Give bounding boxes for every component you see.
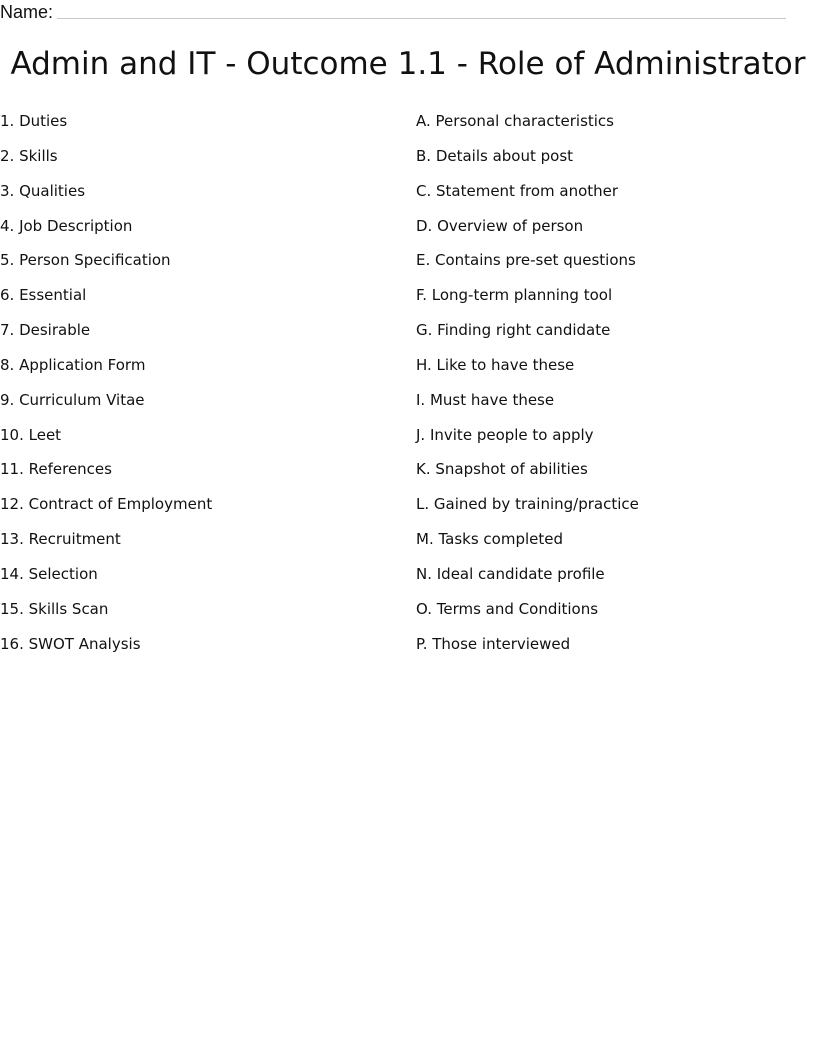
term-item: 10. Leet	[0, 425, 62, 444]
term-item: 6. Essential	[0, 286, 87, 305]
term-item: 12. Contract of Employment	[0, 495, 213, 514]
name-row	[0, 0, 790, 22]
definition-item: I. Must have these	[416, 390, 555, 409]
definition-item: E. Contains pre-set questions	[416, 251, 636, 270]
name-blank-line	[57, 18, 786, 19]
definition-item: C. Statement from another	[416, 181, 619, 200]
term-item: 11. References	[0, 460, 112, 479]
term-item: 3. Qualities	[0, 181, 86, 200]
term-item: 7. Desirable	[0, 321, 91, 340]
term-item: 8. Application Form	[0, 355, 146, 374]
definition-item: B. Details about post	[416, 146, 574, 165]
definition-item: F. Long-term planning tool	[416, 286, 613, 305]
term-item: 1. Duties	[0, 112, 68, 130]
term-item: 2. Skills	[0, 146, 58, 165]
term-item: 13. Recruitment	[0, 530, 121, 549]
terms-list	[0, 110, 400, 668]
definition-item: G. Finding right candidate	[416, 321, 611, 340]
term-item: 5. Person Specification	[0, 251, 171, 270]
definition-item: H. Like to have these	[416, 355, 575, 374]
definition-item: K. Snapshot of abilities	[416, 460, 588, 479]
definitions-list	[416, 110, 816, 668]
definition-item: L. Gained by training/practice	[416, 495, 639, 514]
definition-item: O. Terms and Conditions	[416, 599, 599, 618]
definition-item: P. Those interviewed	[416, 634, 571, 653]
term-item: 9. Curriculum Vitae	[0, 390, 145, 409]
name-label: Name:	[0, 2, 54, 22]
term-item: 4. Job Description	[0, 216, 133, 235]
term-item: 15. Skills Scan	[0, 599, 109, 618]
definition-item: N. Ideal candidate profile	[416, 564, 605, 583]
definition-item: D. Overview of person	[416, 216, 584, 235]
term-item: 16. SWOT Analysis	[0, 634, 141, 653]
definition-item: A. Personal characteristics	[416, 112, 614, 130]
term-item: 14. Selection	[0, 564, 98, 583]
definition-item: M. Tasks completed	[416, 530, 564, 549]
worksheet-title: Admin and IT - Outcome 1.1 - Role of Administrator	[10, 46, 806, 82]
definition-item: J. Invite people to apply	[416, 425, 594, 444]
